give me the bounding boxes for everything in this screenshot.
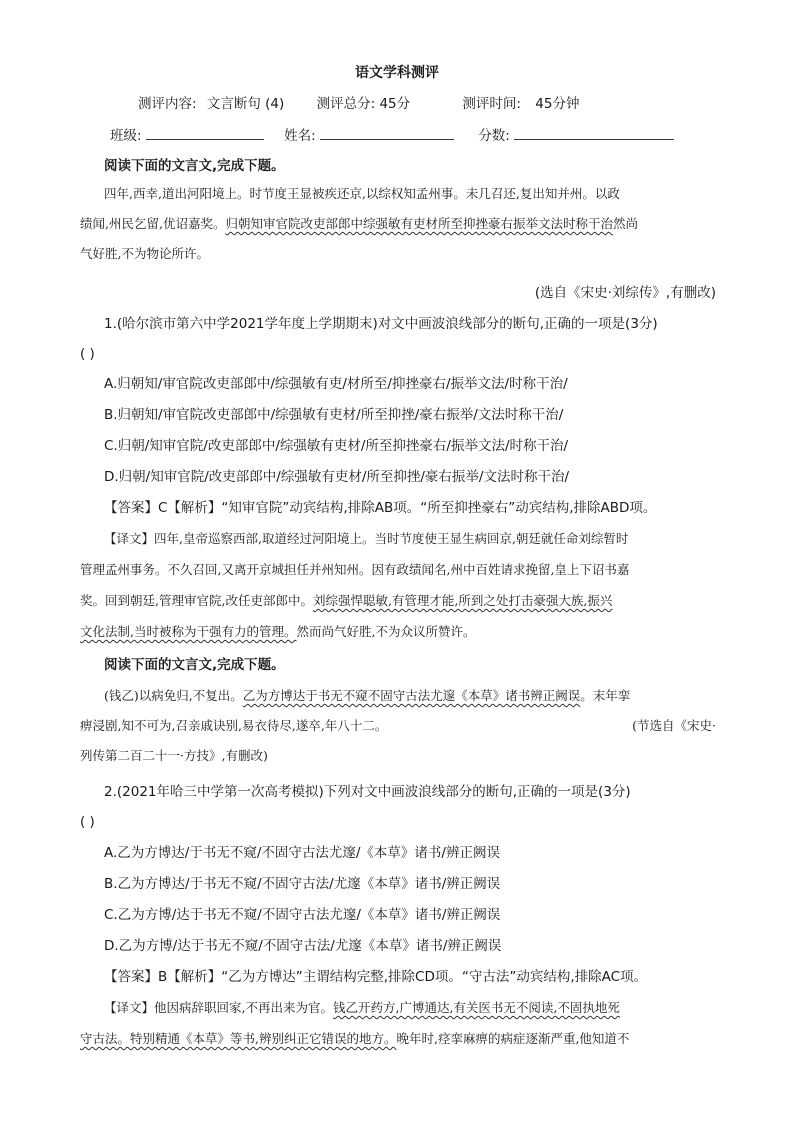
question1-option-d: D.归朝/知审官院/改吏部郎中/综强敏有吏材/所至抑挫/豪右振举/文法时称干治/ bbox=[104, 469, 570, 485]
passage-plain: 。末年挛 bbox=[580, 688, 631, 703]
section1-passage-line: 气好胜,不为物论所许。 bbox=[80, 246, 209, 261]
question2-translation-line bbox=[104, 998, 620, 1018]
wavy-underlined-passage: 乙为方博达于书无不窥不固守古法尤邃《本草》诸书辨正阙误 bbox=[242, 688, 581, 703]
section2-source-line1: (节选自《宋史· bbox=[632, 718, 716, 733]
time-label: 测评时间: bbox=[462, 96, 521, 112]
question1-stem: 1.(哈尔滨市第六中学2021学年度上学期期末)对文中画波浪线部分的断句,正确的一项是(3分) bbox=[104, 316, 658, 332]
content-label: 测评内容: bbox=[138, 96, 197, 112]
wavy-underlined-translation: 守古法。特别精通《本草》等书,辨别纠正它错误的地方。 bbox=[80, 1031, 397, 1046]
translation-plain: 晚年时,痉挛麻痹的病症逐渐严重,他知道不 bbox=[396, 1031, 630, 1046]
question2-option-b: B.乙为方博达/于书无不窥/不固守古法/尤邃《本草》诸书/辨正阙误 bbox=[104, 876, 501, 892]
question2-answer: 【答案】B【解析】“乙为方博达”主谓结构完整,排除CD项。“守古法”动宾结构,排除AC项。 bbox=[104, 969, 648, 985]
passage-plain: 绩闻,州民乞留,优诏嘉奖。 bbox=[80, 216, 226, 231]
section2-instruction: 阅读下面的文言文,完成下题。 bbox=[104, 657, 285, 673]
student-info-row bbox=[110, 125, 674, 146]
test-info-row bbox=[138, 94, 579, 114]
translation-plain: 奖。回到朝廷,管理审官院,改任吏部郎中。 bbox=[80, 593, 313, 608]
section1-passage-line: 四年,西幸,道出河阳境上。时节度王显被疾还京,以综权知孟州事。未几召还,复出知并州。以政 bbox=[104, 186, 620, 201]
question2-answer-paren: ( ) bbox=[80, 814, 95, 830]
passage-plain: (钱乙)以病免归,不复出。 bbox=[104, 688, 243, 703]
wavy-underlined-translation: 刘综强悍聪敏,有管理才能,所到之处打击豪强大族,振兴 bbox=[312, 593, 613, 608]
time-value: 45分钟 bbox=[535, 96, 580, 112]
question1-option-c: C.归朝/知审官院/改吏部郎中/综强敏有吏材/所至抑挫豪右/振举文法/时称干治/ bbox=[104, 438, 569, 454]
wavy-underlined-translation: 钱乙开药方,广博通达,有关医书无不阅读,不固执地死 bbox=[332, 1000, 620, 1015]
translation-plain: 然而尚气好胜,不为众议所赞许。 bbox=[296, 624, 476, 639]
question1-translation-line bbox=[80, 591, 612, 611]
question1-answer: 【答案】C【解析】“知审官院”动宾结构,排除AB项。“所至抑挫豪右”动宾结构,排除ABD项。 bbox=[104, 500, 657, 516]
page-title: 语文学科测评 bbox=[355, 65, 439, 81]
score-value: 45分 bbox=[379, 96, 411, 112]
score-label: 测评总分: bbox=[316, 96, 376, 112]
question1-translation-line: 【译文】四年,皇帝巡察西部,取道经过河阳境上。当时节度使王显生病回京,朝廷就任命刘综暂时 bbox=[104, 531, 629, 546]
grade-label: 分数: bbox=[478, 128, 510, 144]
section2-source-line2: 列传第二百二十一·方技》,有删改) bbox=[80, 748, 268, 763]
section2-passage-line: 痹浸剧,知不可为,召亲戚诀别,易衣待尽,遂卒,年八十二。 bbox=[80, 718, 388, 733]
translation-plain: 【译文】他因病辞职回家,不再出来为官。 bbox=[104, 1000, 333, 1015]
wavy-underlined-translation: 文化法制,当时被称为干强有力的管理。 bbox=[80, 624, 297, 639]
question1-option-a: A.归朝知/审官院改吏部郎中/综强敏有吏/材所至/抑挫豪右/振举文法/时称干治/ bbox=[104, 376, 568, 392]
name-field[interactable] bbox=[320, 125, 454, 140]
wavy-underlined-passage: 归朝知审官院改吏部郎中综强敏有吏材所至抑挫豪右振举文法时称干治 bbox=[225, 216, 613, 231]
name-label: 姓名: bbox=[284, 128, 316, 144]
question1-option-b: B.归朝知/审官院改吏部郎中/综强敏有吏材/所至抑挫/豪右振举/文法时称干治/ bbox=[104, 407, 564, 423]
section1-source: (选自《宋史·刘综传》,有删改) bbox=[534, 285, 716, 301]
section1-instruction: 阅读下面的文言文,完成下题。 bbox=[104, 158, 285, 174]
question2-translation-line bbox=[80, 1029, 629, 1049]
class-label: 班级: bbox=[110, 128, 142, 144]
question2-stem: 2.(2021年哈三中学第一次高考模拟)下列对文中画波浪线部分的断句,正确的一项是(3分) bbox=[104, 784, 631, 800]
question2-option-a: A.乙为方博达/于书无不窥/不固守古法尤邃/《本草》诸书/辨正阙误 bbox=[104, 845, 500, 861]
grade-field[interactable] bbox=[514, 125, 674, 140]
section1-passage-line bbox=[80, 214, 638, 234]
question2-option-d: D.乙为方博/达于书无不窥/不固守古法/尤邃《本草》诸书/辨正阙误 bbox=[104, 938, 502, 954]
question1-answer-paren: ( ) bbox=[80, 346, 95, 362]
passage-plain: 然尚 bbox=[612, 216, 638, 231]
class-field[interactable] bbox=[146, 125, 264, 140]
question2-option-c: C.乙为方博/达于书无不窥/不固守古法尤邃/《本草》诸书/辨正阙误 bbox=[104, 907, 501, 923]
question1-translation-line bbox=[80, 622, 475, 642]
section2-passage-line bbox=[104, 686, 630, 706]
content-value: 文言断句 (4) bbox=[206, 96, 285, 112]
question1-translation-line: 管理孟州事务。不久召回,又离开京城担任并州知州。因有政绩闻名,州中百姓请求挽留,皇上下诏书嘉 bbox=[80, 562, 630, 577]
